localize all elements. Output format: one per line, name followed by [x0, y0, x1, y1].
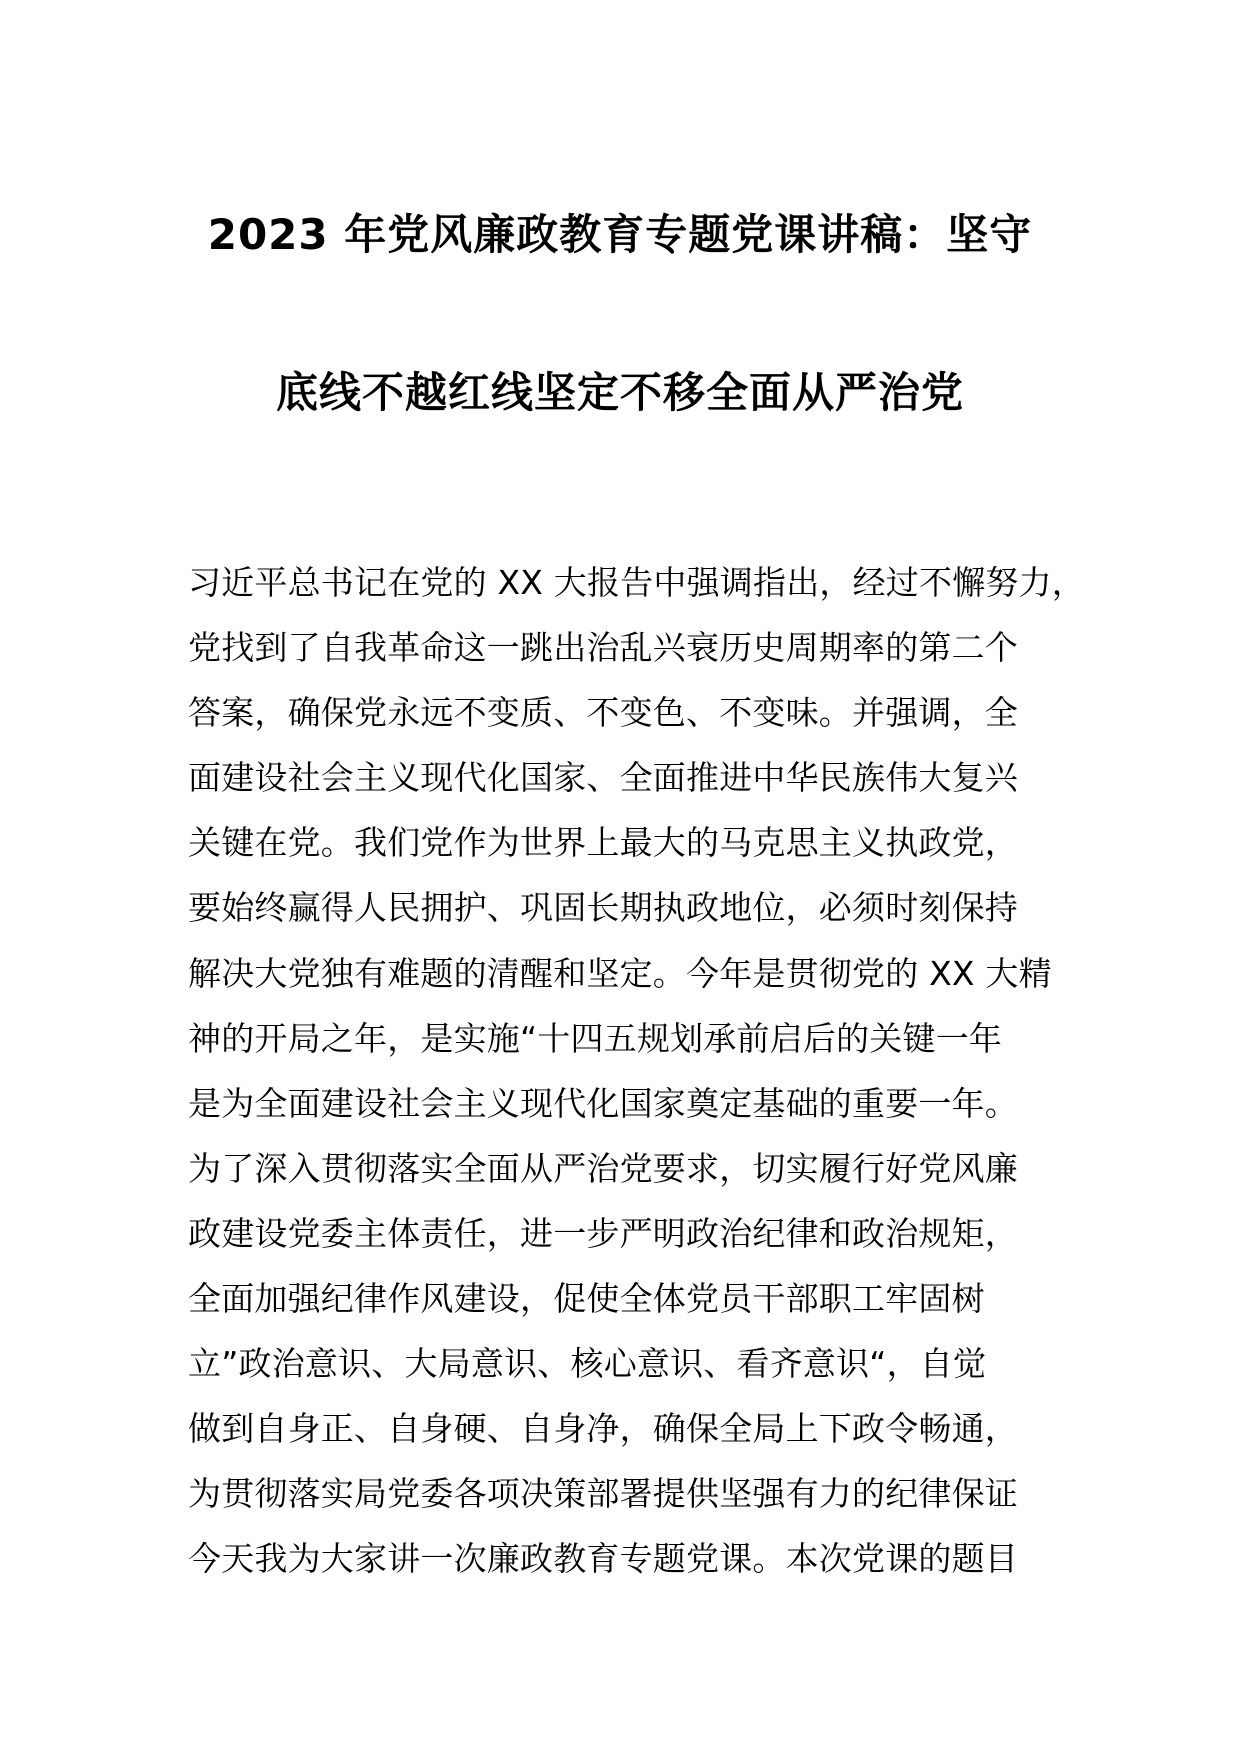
- body-line: 为贯彻落实局党委各项决策部署提供坚强有力的纪律保证: [188, 1474, 1018, 1514]
- body-line: 立”政治意识、大局意识、核心意识、看齐意识“，自觉: [188, 1344, 987, 1384]
- body-line: 为了深入贯彻落实全面从严治党要求，切实履行好党风廉: [188, 1148, 1018, 1188]
- body-line: 要始终赢得人民拥护、巩固长期执政地位，必须时刻保持: [188, 888, 1018, 928]
- body-line: 今天我为大家讲一次廉政教育专题党课。本次党课的题目: [188, 1539, 1018, 1579]
- document-title-line-2: 底线不越红线坚定不移全面从严治党: [275, 368, 964, 417]
- body-line: 党找到了自我革命这一跳出治乱兴衰历史周期率的第二个: [188, 628, 1018, 668]
- body-line: 政建设党委主体责任，进一步严明政治纪律和政治规矩，: [188, 1213, 1018, 1253]
- body-line: 解决大党独有难题的清醒和坚定。今年是贯彻党的 XX 大精: [188, 953, 1052, 993]
- document-title-line-1: 2023 年党风廉政教育专题党课讲稿：坚守: [207, 210, 1033, 259]
- body-line: 答案，确保党永远不变质、不变色、不变味。并强调，全: [188, 693, 1018, 733]
- body-line: 面建设社会主义现代化国家、全面推进中华民族伟大复兴: [188, 758, 1018, 798]
- body-line: 关键在党。我们党作为世界上最大的马克思主义执政党，: [188, 823, 1018, 863]
- body-line: 神的开局之年，是实施“十四五规划承前启后的关键一年: [188, 1018, 1003, 1058]
- body-line: 做到自身正、自身硬、自身净，确保全局上下政令畅通，: [188, 1409, 1018, 1449]
- body-line: 习近平总书记在党的 XX 大报告中强调指出，经过不懈努力，: [188, 563, 1085, 602]
- body-line: 全面加强纪律作风建设，促使全体党员干部职工牢固树: [188, 1279, 985, 1319]
- document-body: [188, 550, 1088, 1592]
- body-line: 是为全面建设社会主义现代化国家奠定基础的重要一年。: [188, 1083, 1018, 1123]
